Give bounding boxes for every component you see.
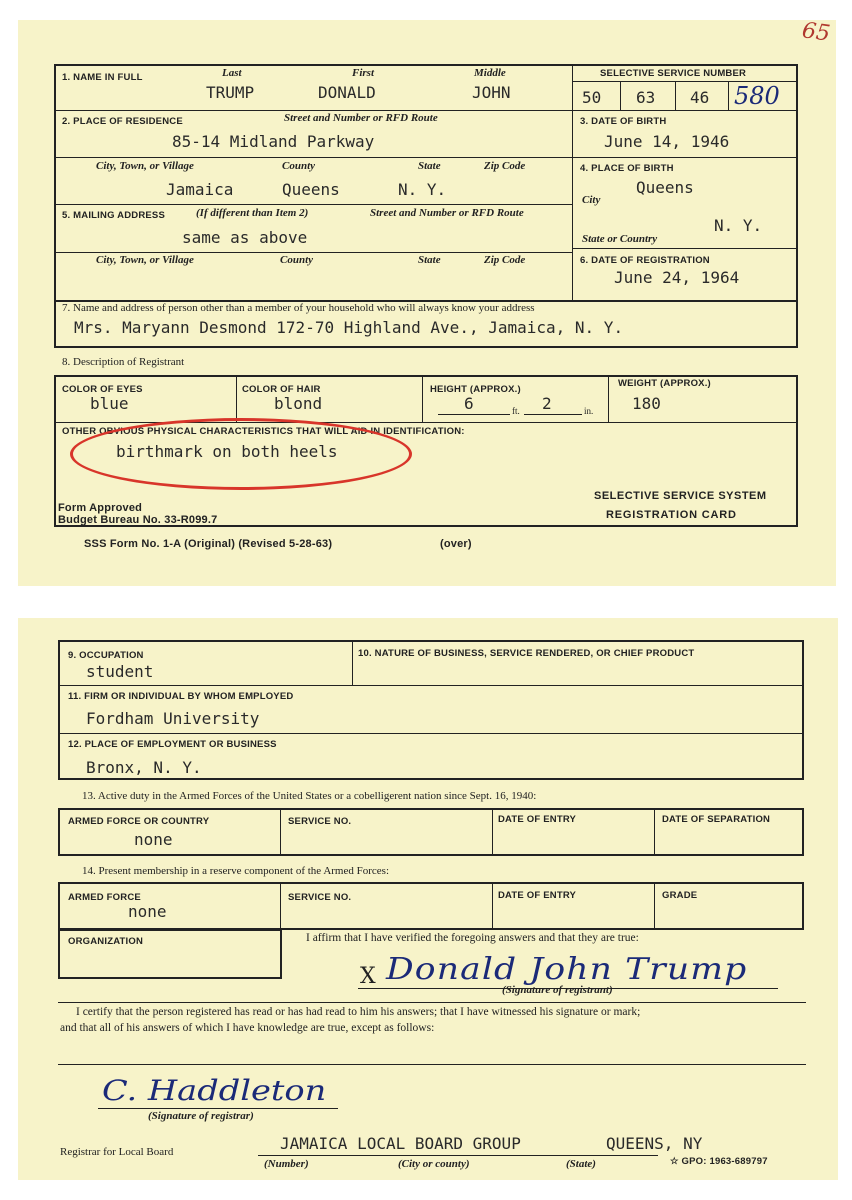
other-characteristics-value: birthmark on both heels (116, 442, 338, 461)
item13-col-1 (280, 809, 281, 855)
form-number: SSS Form No. 1-A (Original) (Revised 5-28-63) (84, 538, 333, 550)
weight-value: 180 (632, 394, 661, 413)
line-after-item4 (573, 248, 797, 249)
item11-label: 11. FIRM OR INDIVIDUAL BY WHOM EMPLOYED (68, 691, 294, 702)
item14-col-1 (280, 883, 281, 929)
item5-county-label: County (280, 254, 314, 266)
ssn-part-4: 580 (734, 82, 780, 110)
height-feet-value: 6 (464, 394, 474, 413)
first-name-label: First (352, 67, 375, 79)
item14-armed-label: ARMED FORCE (68, 892, 141, 903)
item7-value: Mrs. Maryann Desmond 172-70 Highland Ave., Jamaica, N. Y. (74, 318, 624, 337)
item14-entry-label: DATE OF ENTRY (498, 890, 577, 901)
item8-label: 8. Description of Registrant (62, 356, 185, 368)
hair-label: COLOR OF HAIR (242, 384, 321, 395)
organization-label: ORGANIZATION (68, 936, 144, 947)
item13-col-3 (654, 809, 655, 855)
local-board-line (258, 1155, 658, 1156)
middle-name-value: JOHN (472, 83, 511, 102)
date-of-birth-value: June 14, 1946 (604, 132, 730, 151)
employment-place-value: Bronx, N. Y. (86, 758, 202, 777)
ssn-part-1: 50 (582, 88, 602, 107)
x-mark: X (360, 964, 376, 989)
last-name-label: Last (222, 67, 242, 79)
item7-label: 7. Name and address of person other than a member of your household who will always know your address (62, 302, 535, 314)
item13-entry-label: DATE OF ENTRY (498, 814, 577, 825)
line-after-item11 (59, 733, 803, 734)
item5-note: (If different than Item 2) (196, 207, 309, 219)
ssn-divider-3 (728, 81, 729, 110)
ssn-divider-1 (620, 81, 621, 110)
residence-city-value: Jamaica (166, 180, 234, 199)
ssn-part-2: 63 (636, 88, 656, 107)
item13-label: 13. Active duty in the Armed Forces of the United States or a cobelligerent nation since Sept. 16, 1940: (82, 790, 537, 802)
card-title: REGISTRATION CARD (606, 509, 737, 521)
birth-city-label: City (582, 194, 601, 206)
item2-label: 2. PLACE OF RESIDENCE (62, 116, 183, 127)
hair-value: blond (274, 394, 323, 413)
item14-service-label: SERVICE NO. (288, 892, 352, 903)
feet-underline (438, 414, 510, 415)
item9-label: 9. OCCUPATION (68, 650, 144, 661)
item2-county-label: County (282, 160, 316, 172)
certify-line-2: and that all of his answers of which I have knowledge are true, except as follows: (60, 1022, 435, 1034)
top-divider (572, 65, 573, 301)
item1-label: 1. NAME IN FULL (62, 72, 143, 83)
item9-10-divider (352, 641, 353, 685)
weight-label: WEIGHT (APPROX.) (618, 378, 711, 389)
item14-armed-value: none (128, 902, 167, 921)
first-name-value: DONALD (318, 83, 376, 102)
middle-name-label: Middle (474, 67, 506, 79)
registration-card-back (18, 618, 838, 1180)
eyes-value: blue (90, 394, 129, 413)
item14-label: 14. Present membership in a reserve component of the Armed Forces: (82, 865, 390, 877)
height-inches-value: 2 (542, 394, 552, 413)
item5-state-label: State (418, 254, 441, 266)
line-after-item9 (59, 685, 803, 686)
number-label: (Number) (264, 1158, 309, 1170)
item14-col-3 (654, 883, 655, 929)
item8-col-1 (236, 376, 237, 422)
local-board-name: JAMAICA LOCAL BOARD GROUP (280, 1134, 521, 1153)
last-name-value: TRUMP (206, 83, 255, 102)
item6-label: 6. DATE OF REGISTRATION (580, 255, 710, 266)
item5-mid-line (55, 252, 573, 253)
item8-col-3 (608, 376, 609, 422)
other-characteristics-label: OTHER OBVIOUS PHYSICAL CHARACTERISTICS THAT WILL AID IN IDENTIFICATION: (62, 426, 465, 437)
selective-service-system: SELECTIVE SERVICE SYSTEM (594, 490, 767, 502)
ssn-divider-2 (675, 81, 676, 110)
item2-city-label: City, Town, or Village (96, 160, 194, 172)
employer-value: Fordham University (86, 709, 260, 728)
occupation-value: student (86, 662, 154, 681)
form-approved: Form Approved (58, 502, 143, 514)
state-label: (State) (566, 1158, 596, 1170)
item13-armed-label: ARMED FORCE OR COUNTRY (68, 816, 210, 827)
item5-label: 5. MAILING ADDRESS (62, 210, 166, 221)
inches-unit-label: in. (584, 406, 594, 416)
item2-state-label: State (418, 160, 441, 172)
item14-col-2 (492, 883, 493, 929)
item13-armed-value: none (134, 830, 173, 849)
item8-col-2 (422, 376, 423, 422)
item2-zip-label: Zip Code (484, 160, 526, 172)
registrar-for-label: Registrar for Local Board (60, 1146, 174, 1158)
item14-grade-label: GRADE (662, 890, 698, 901)
mailing-address-value: same as above (182, 228, 308, 247)
inches-underline (524, 414, 582, 415)
line-after-item2 (55, 204, 573, 205)
certify-top-line (58, 1002, 806, 1003)
height-label: HEIGHT (APPROX.) (430, 384, 521, 395)
certify-line-1: I certify that the person registered has read or has had read to him his answers; that I have witnessed his signature or mark; (76, 1006, 641, 1018)
gpo-code: ☆ GPO: 1963-689797 (670, 1156, 768, 1167)
residence-street-value: 85-14 Midland Parkway (172, 132, 375, 151)
corner-mark: 65 (800, 18, 832, 47)
item5-zip-label: Zip Code (484, 254, 526, 266)
registrar-signature-line (98, 1108, 338, 1109)
over-note: (over) (440, 538, 472, 550)
registrant-signature-label: (Signature of registrant) (502, 984, 613, 996)
budget-bureau-number: Budget Bureau No. 33-R099.7 (58, 514, 218, 526)
item13-separation-label: DATE OF SEPARATION (662, 814, 771, 825)
birth-city-value: Queens (636, 178, 694, 197)
registrar-signature: C. Haddleton (102, 1074, 327, 1107)
item5-city-label: City, Town, or Village (96, 254, 194, 266)
certify-line-blank-1 (58, 1064, 806, 1065)
item13-service-label: SERVICE NO. (288, 816, 352, 827)
line-after-item1 (55, 110, 797, 111)
item2-mid-line (55, 157, 573, 158)
residence-county-value: Queens (282, 180, 340, 199)
birth-state-label: State or Country (582, 233, 658, 245)
eyes-label: COLOR OF EYES (62, 384, 143, 395)
registration-card-front (18, 20, 836, 586)
item12-label: 12. PLACE OF EMPLOYMENT OR BUSINESS (68, 739, 277, 750)
registrar-signature-label: (Signature of registrar) (148, 1110, 254, 1122)
item4-label: 4. PLACE OF BIRTH (580, 163, 674, 174)
item2-street-label: Street and Number or RFD Route (284, 112, 438, 124)
line-after-item3 (573, 157, 797, 158)
item3-label: 3. DATE OF BIRTH (580, 116, 667, 127)
city-county-label: (City or county) (398, 1158, 470, 1170)
feet-unit-label: ft. (512, 406, 520, 416)
local-board-location: QUEENS, NY (606, 1134, 703, 1153)
item13-col-2 (492, 809, 493, 855)
residence-state-value: N. Y. (398, 180, 447, 199)
birth-state-value: N. Y. (714, 216, 763, 235)
registrant-signature: Donald John Trump (386, 952, 748, 987)
item10-label: 10. NATURE OF BUSINESS, SERVICE RENDERED, OR CHIEF PRODUCT (358, 648, 695, 659)
item5-street-label: Street and Number or RFD Route (370, 207, 524, 219)
ssn-part-3: 46 (690, 88, 710, 107)
registration-date-value: June 24, 1964 (614, 268, 740, 287)
ssn-label: SELECTIVE SERVICE NUMBER (600, 68, 747, 79)
affirmation-text: I affirm that I have verified the foregoing answers and that they are true: (306, 932, 639, 944)
